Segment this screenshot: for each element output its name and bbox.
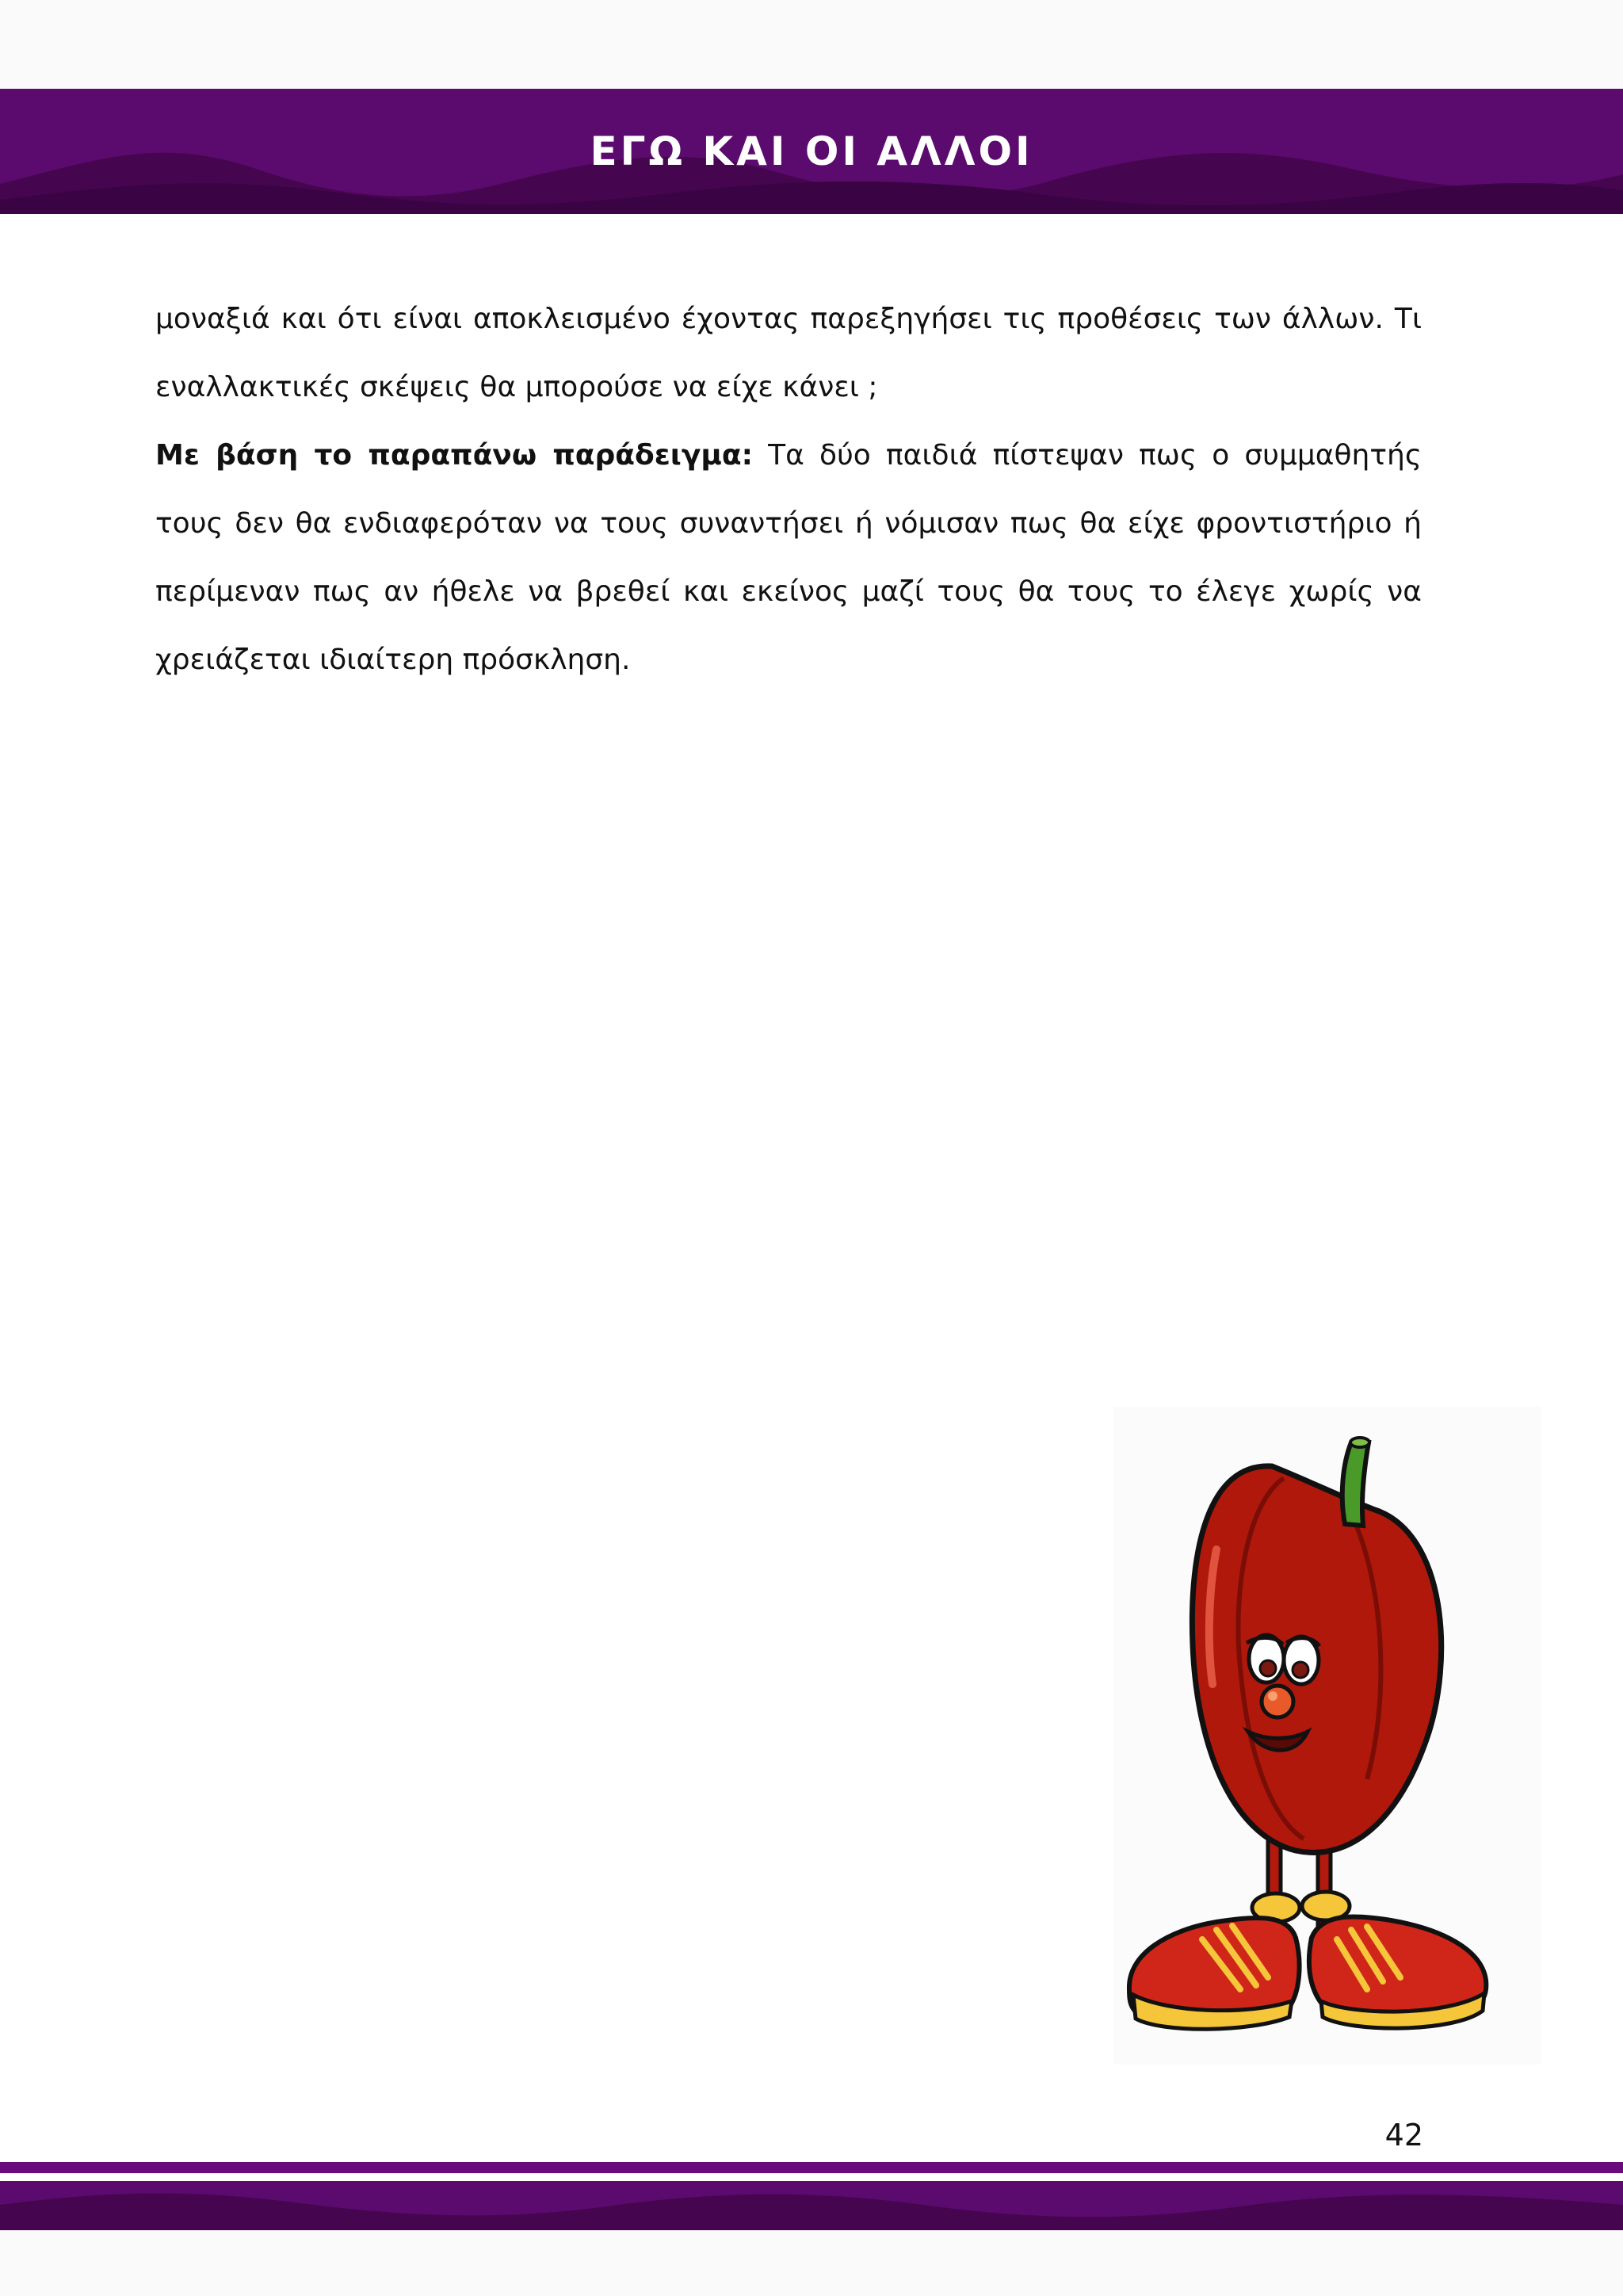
footer-line	[0, 2162, 1623, 2173]
footer-band	[0, 2181, 1623, 2230]
page-bottom-margin	[0, 2230, 1623, 2296]
apple-mascot-icon	[1113, 1407, 1541, 2065]
body-text	[155, 285, 1422, 694]
paragraph-1: μοναξιά και ότι είναι αποκλεισμένο έχοντας παρεξηγήσει τις προθέσεις των άλλων. Τι εναλλακτικές σκέψεις θα μπορούσε να είχε κάνει ;	[155, 303, 1422, 403]
header-band	[0, 89, 1623, 214]
page-number: 42	[1384, 2118, 1423, 2153]
paragraph-2-label: Με βάση το παραπάνω παράδειγμα:	[155, 439, 753, 472]
page-top-margin	[0, 0, 1623, 89]
paragraph-2-text: Τα δύο παιδιά πίστεψαν πως ο συμμαθητής τους δεν θα ενδιαφερόταν να τους συναντήσει ή νόμισαν πως θα είχε φροντιστήριο ή περίμεναν πως αν ήθελε να βρεθεί και εκείνος μαζί τους θα τους το έλεγε χωρίς να χρειάζεται ιδιαίτερη πρόσκληση.	[155, 439, 1422, 676]
footer-wave-decoration	[0, 2181, 1623, 2230]
paragraph-2	[155, 422, 1422, 694]
page-title: ΕΓΩ ΚΑΙ ΟΙ ΑΛΛΟΙ	[590, 128, 1033, 174]
